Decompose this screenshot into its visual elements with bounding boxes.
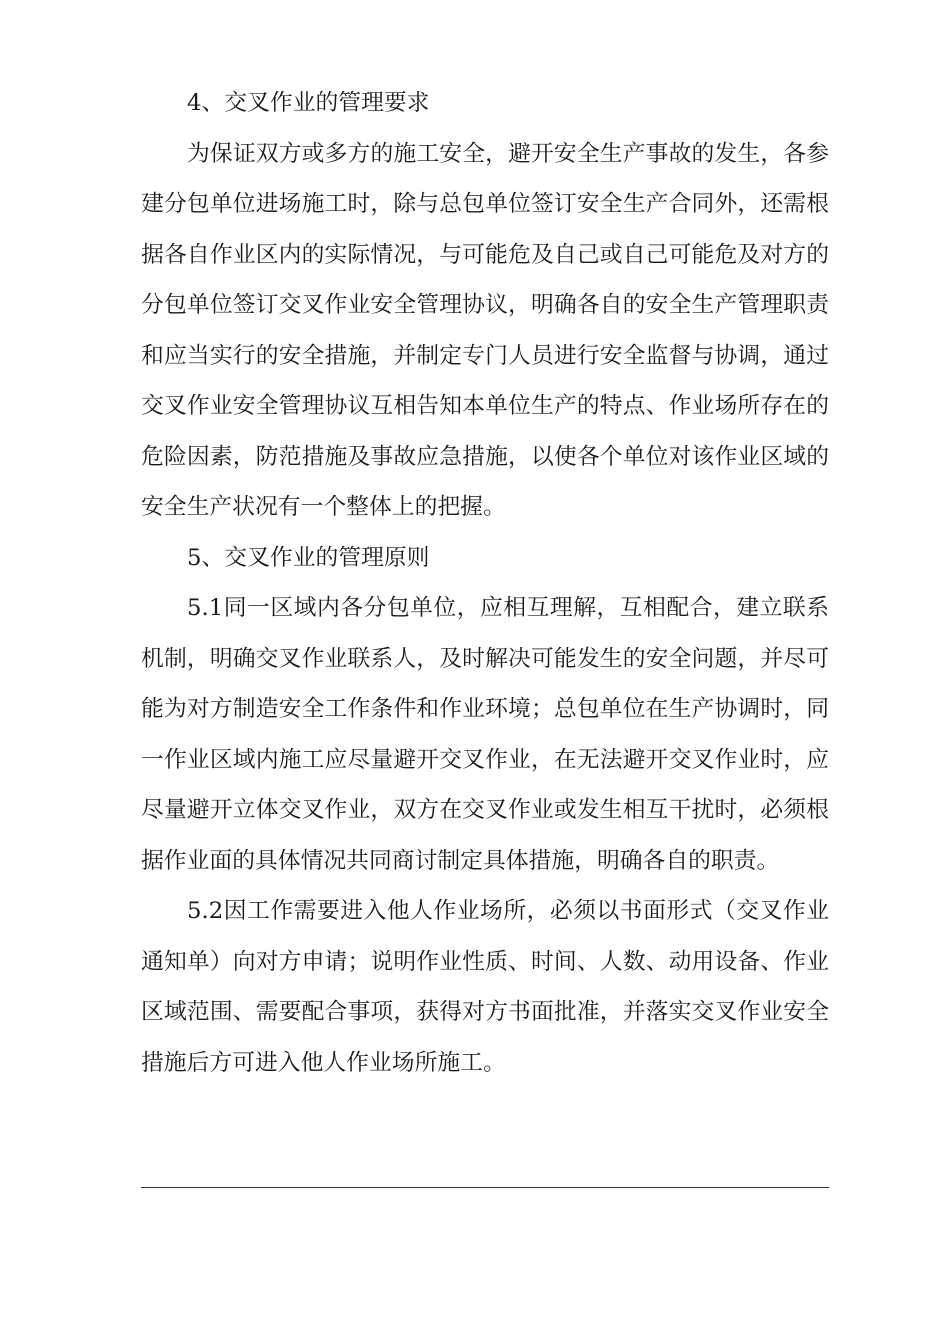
footer-divider bbox=[141, 1187, 829, 1188]
section-5-2-paragraph: 5.2因工作需要进入他人作业场所，必须以书面形式（交叉作业通知单）向对方申请；说明作业性质、时间、人数、动用设备、作业区域范围、需要配合事项，获得对方书面批准，并落实交叉作业安全措施后方可进入他人作业场所施工。 bbox=[141, 898, 829, 1076]
document-body bbox=[141, 78, 829, 1088]
section-5-1-paragraph: 5.1同一区域内各分包单位，应相互理解，互相配合，建立联系机制，明确交叉作业联系人，及时解决可能发生的安全问题，并尽可能为对方制造安全工作条件和作业环境；总包单位在生产协调时，同一作业区域内施工应尽量避开交叉作业，在无法避开交叉作业时，应尽量避开立体交叉作业，双方在交叉作业或发生相互干扰时，必须根据作业面的具体情况共同商讨制定具体措施，明确各自的职责。 bbox=[141, 595, 829, 874]
section-4-heading: 4、交叉作业的管理要求 bbox=[187, 90, 430, 116]
section-4-paragraph: 为保证双方或多方的施工安全，避开安全生产事故的发生，各参建分包单位进场施工时，除与总包单位签订安全生产合同外，还需根据各自作业区内的实际情况，与可能危及自己或自己可能危及对方的分包单位签订交叉作业安全管理协议，明确各自的安全生产管理职责和应当实行的安全措施，并制定专门人员进行安全监督与协调，通过交叉作业安全管理协议互相告知本单位生产的特点、作业场所存在的危险因素，防范措施及事故应急措施，以使各个单位对该作业区域的安全生产状况有一个整体上的把握。 bbox=[141, 140, 829, 520]
section-5-heading: 5、交叉作业的管理原则 bbox=[187, 544, 430, 571]
